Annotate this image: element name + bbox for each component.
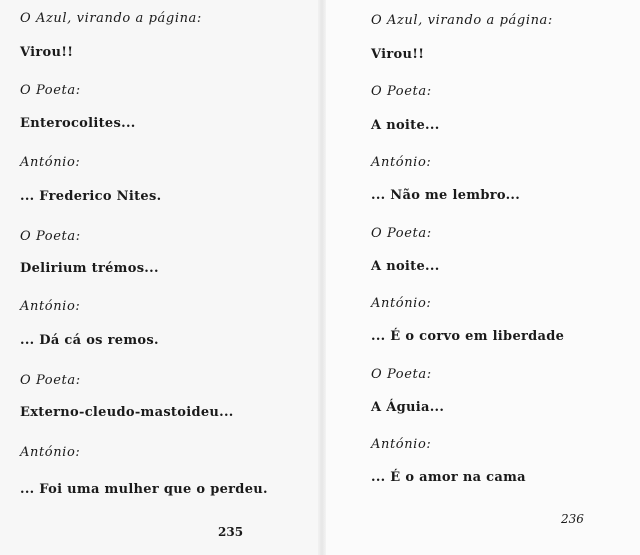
speech-line: ... Frederico Nites. <box>20 189 162 204</box>
speaker-line: O Poeta: <box>371 84 432 99</box>
speaker-line: António: <box>20 299 81 314</box>
speech-line: A noite... <box>371 118 440 133</box>
speaker-line: O Azul, virando a página: <box>20 11 202 26</box>
speaker-line: O Poeta: <box>20 83 81 98</box>
speaker-line: António: <box>371 437 432 452</box>
speech-line: Enterocolites... <box>20 116 136 131</box>
speech-line: A noite... <box>371 259 440 274</box>
speech-line: ... É o corvo em liberdade <box>371 329 565 344</box>
speaker-line: O Poeta: <box>371 226 432 241</box>
speech-line: ... Dá cá os remos. <box>20 333 159 348</box>
speaker-line: O Poeta: <box>20 229 81 244</box>
speaker-line: António: <box>371 155 432 170</box>
speaker-line: O Poeta: <box>371 367 432 382</box>
speaker-line: António: <box>20 155 81 170</box>
speech-line: ... É o amor na cama <box>371 470 526 485</box>
speaker-line: António: <box>371 296 432 311</box>
speech-line: ... Foi uma mulher que o perdeu. <box>20 482 268 497</box>
speech-line: Delirium trémos... <box>20 261 159 276</box>
page-number-235: 235 <box>218 525 244 539</box>
book-gutter <box>318 0 326 555</box>
speaker-line: O Azul, virando a página: <box>371 13 553 28</box>
page-number-236: 236 <box>561 512 584 526</box>
speaker-line: O Poeta: <box>20 373 81 388</box>
speech-line: Virou!! <box>371 47 425 62</box>
speaker-line: António: <box>20 445 81 460</box>
speech-line: Virou!! <box>20 45 74 60</box>
speech-line: A Águia... <box>371 400 445 415</box>
speech-line: Externo-cleudo-mastoideu... <box>20 405 234 420</box>
speech-line: ... Não me lembro... <box>371 188 521 203</box>
